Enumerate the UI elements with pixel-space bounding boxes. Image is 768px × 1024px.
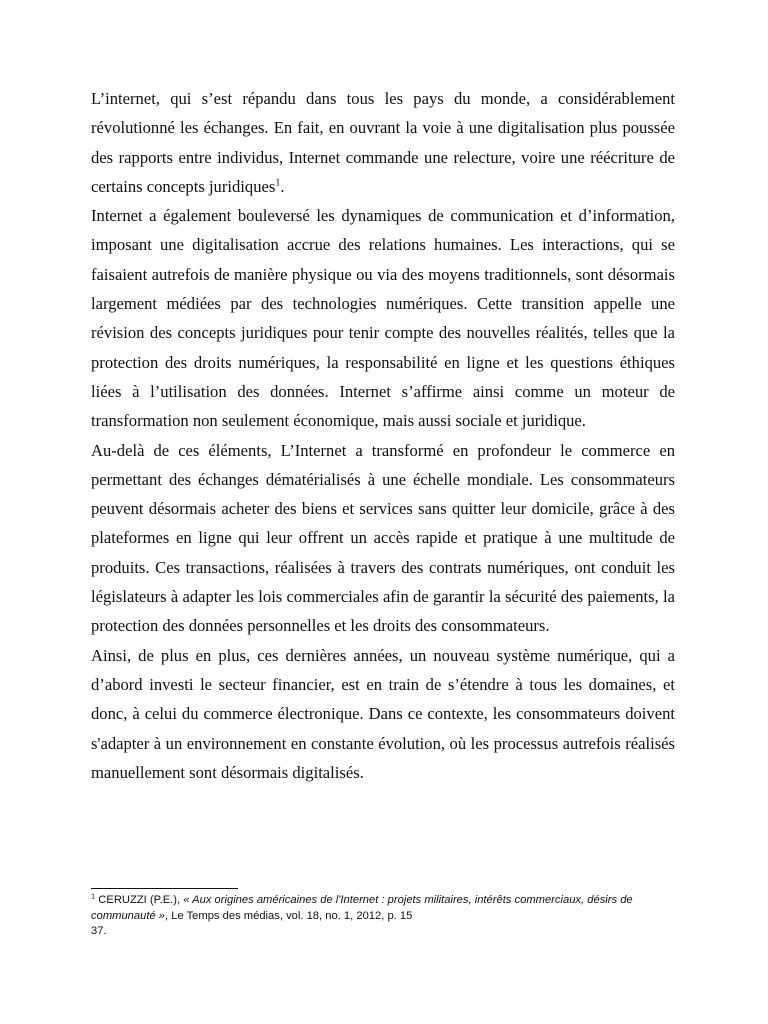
document-body (91, 84, 675, 787)
footnote-number: 1 (91, 891, 96, 901)
paragraph-1 (91, 84, 675, 201)
paragraph-4: Ainsi, de plus en plus, ces dernières années, un nouveau système numérique, qui a d’abord investi le secteur financier, est en train de s’étendre à tous les domaines, et donc, à celui du commerce électronique. Dans ce contexte, les consommateurs doivent s'adapter à un environnement en constante évolution, où les processus autrefois réalisés manuellement sont désormais digitalisés. (91, 645, 675, 782)
paragraph-1-tail: . (280, 176, 285, 196)
footnote-continuation: 37. (91, 925, 107, 937)
footnote-reference[interactable]: 1 (275, 177, 281, 189)
paragraph-2: Internet a également bouleversé les dynamiques de communication et d’information, imposant une digitalisation accrue des relations humaines. Les interactions, qui se faisaient autrefois de manière physique ou via des moyens traditionnels, sont désormais largement médiées par des technologies numériques. Cette transition appelle une révision des concepts juridiques pour tenir compte des nouvelles réalités, telles que la protection des droits numériques, la responsabilité en ligne et les questions éthiques liées à l’utilisation des données. Internet s’affirme ainsi comme un moteur de transformation non seulement économique, mais aussi sociale et juridique. (91, 206, 675, 431)
footnote-1 (91, 893, 681, 924)
footnote-separator (91, 888, 238, 889)
footnote-source: , Le Temps des médias, vol. 18, no. 1, 2012, p. 15 (165, 909, 413, 922)
footnote-title: « Aux origines américaines de l'Internet : projets militaires, intérêts commerciaux, désirs de communauté » (91, 894, 633, 922)
footnotes-area (91, 893, 681, 940)
paragraph-3: Au-delà de ces éléments, L’Internet a transformé en profondeur le commerce en permettant des échanges dématérialisés à une échelle mondiale. Les consommateurs peuvent désormais acheter des biens et services sans quitter leur domicile, grâce à des plateformes en ligne qui leur offrent un accès rapide et pratique à une multitude de produits. Ces transactions, réalisées à travers des contrats numériques, ont conduit les législateurs à adapter les lois commerciales afin de garantir la sécurité des paiements, la protection des données personnelles et les droits des consommateurs. (91, 440, 675, 636)
footnote-author: CERUZZI (P.E.), (95, 894, 184, 906)
paragraph-1-text: L’internet, qui s’est répandu dans tous les pays du monde, a considérablement révolutionné les échanges. En fait, en ouvrant la voie à une digitalisation plus poussée des rapports entre individus, Internet commande une relecture, voire une réécriture de certains concepts juridiques (91, 89, 675, 196)
